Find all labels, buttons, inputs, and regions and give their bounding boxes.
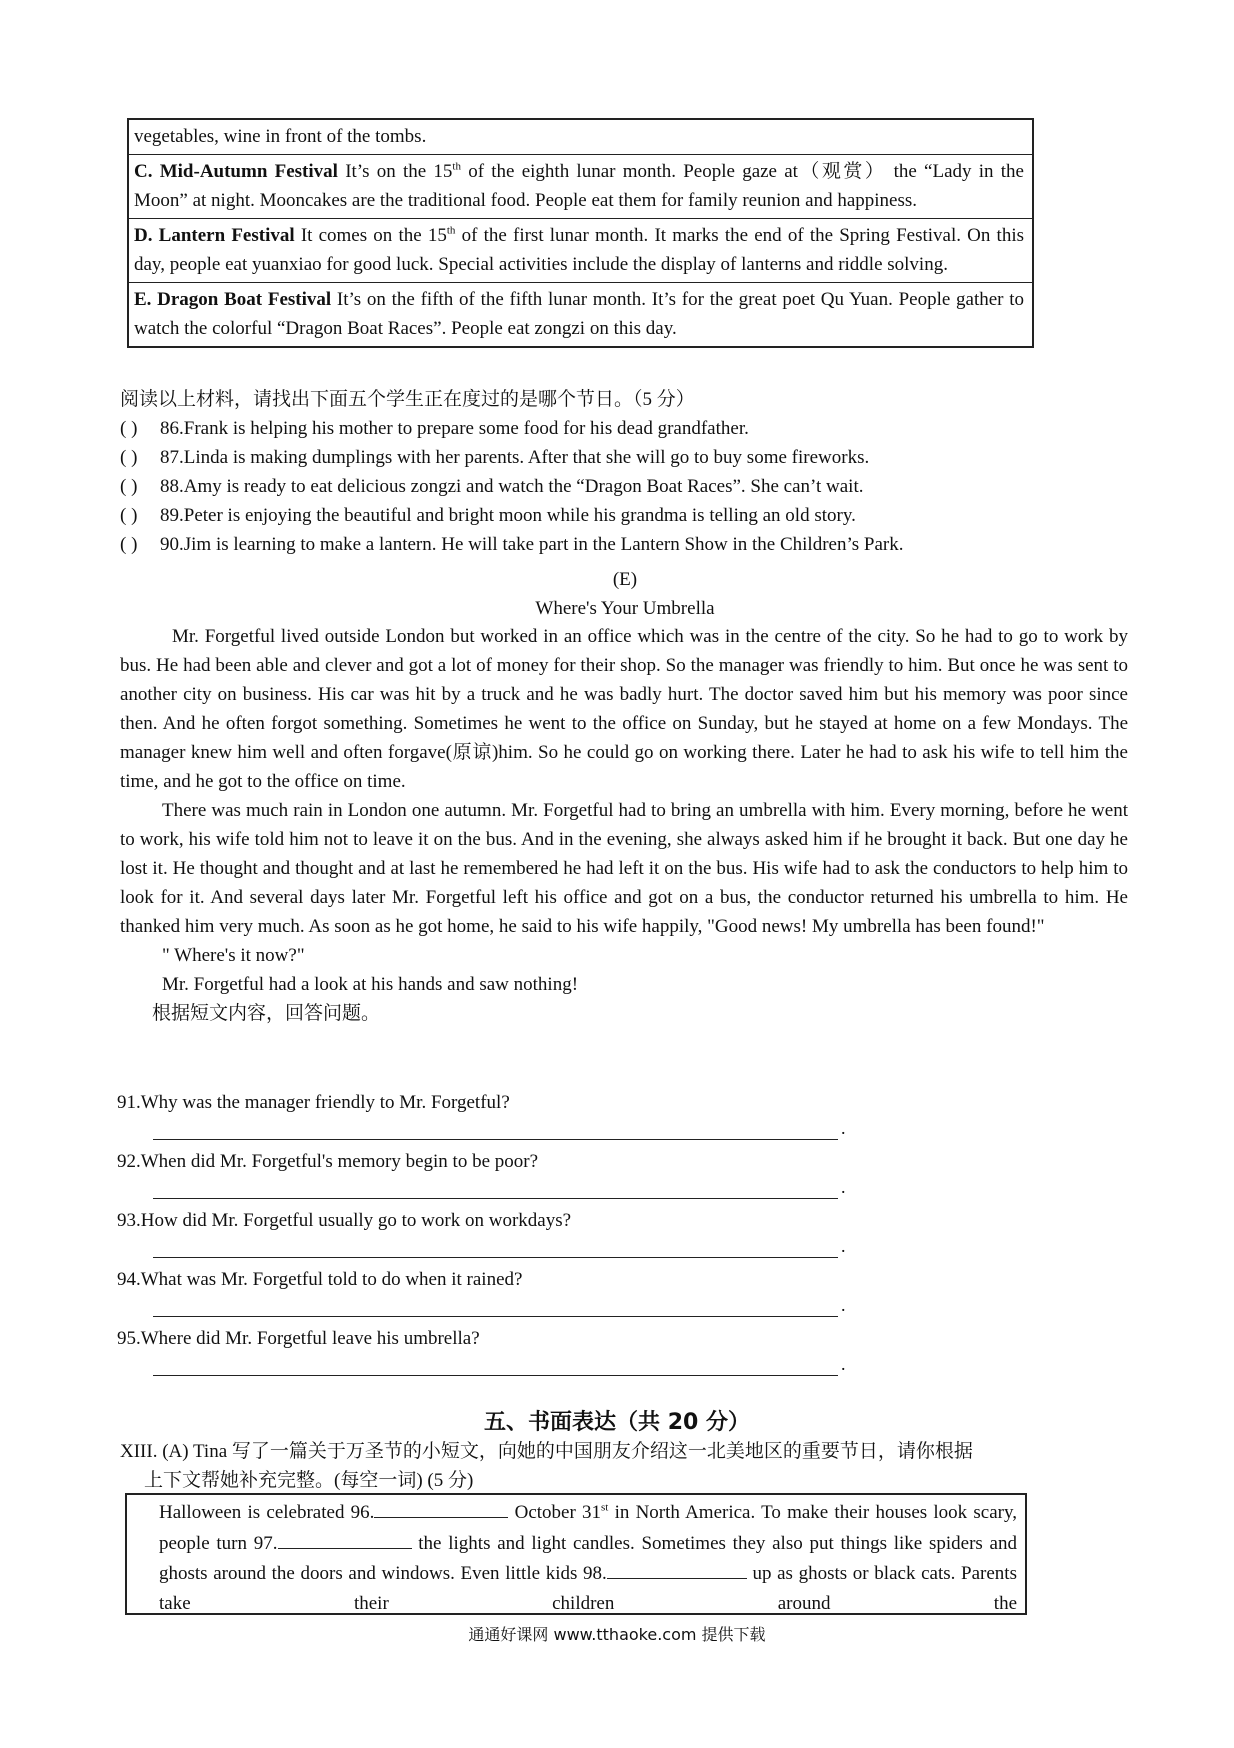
question-text: 91.Why was the manager friendly to Mr. Forgetful? [117, 1092, 510, 1113]
festival-c-sup: th [452, 160, 461, 173]
cloze-text-5: up as ghosts or black cats. Parents take their children around the [159, 1563, 1017, 1614]
festival-b-tail [129, 120, 1032, 154]
halloween-cloze-box [125, 1493, 1027, 1615]
section-title: 五、书面表达（共 20 分） [484, 1410, 750, 1435]
festival-d-name: D. Lantern Festival [134, 225, 295, 246]
question-text: 94.What was Mr. Forgetful told to do when it rained? [117, 1269, 523, 1290]
matching-item-text: 86.Frank is helping his mother to prepare some food for his dead grandfather. [160, 418, 749, 439]
festival-c-name: C. Mid-Autumn Festival [134, 161, 338, 182]
cloze-text-3: in North America. To make their houses look scary, people turn 97. [159, 1502, 1017, 1554]
matching-instruction: 阅读以上材料，请找出下面五个学生正在度过的是哪个节日。（5 分） [120, 389, 695, 410]
festival-c-text-1: It’s on the 15 [337, 161, 453, 182]
passage-label: (E) [612, 569, 638, 590]
blank-97[interactable] [278, 1528, 412, 1549]
answer-line[interactable] [153, 1257, 838, 1258]
answer-paren[interactable]: ( ) [120, 505, 138, 526]
answer-dot: . [841, 1177, 846, 1197]
matching-item [120, 501, 1130, 530]
festival-d-text-1: It comes on the 15 [294, 225, 447, 246]
answer-line[interactable] [153, 1375, 838, 1376]
halloween-cloze-text [127, 1495, 1025, 1615]
question-93 [117, 1206, 1017, 1256]
answer-paren[interactable]: ( ) [120, 476, 138, 497]
matching-item [120, 472, 1130, 501]
festival-d-text-2: of the first lunar month. It marks the end of the Spring Festival. On this day, people eat yuanxiao for good luck. Special activities include the display of lanterns and riddle solving. [134, 225, 1025, 275]
passage-paragraph-4: Mr. Forgetful had a look at his hands and saw nothing! [162, 974, 579, 995]
festival-c [129, 154, 1032, 218]
page-footer: 通通好课网 www.tthaoke.com 提供下载 [468, 1625, 766, 1644]
question-92 [117, 1147, 1017, 1197]
matching-item-text: 88.Amy is ready to eat delicious zongzi and watch the “Dragon Boat Races”. She can’t wait. [160, 476, 864, 497]
matching-section [120, 385, 1130, 559]
answer-paren[interactable]: ( ) [120, 418, 138, 439]
answer-paren[interactable]: ( ) [120, 447, 138, 468]
festival-d [129, 218, 1032, 282]
blank-98[interactable] [607, 1558, 747, 1579]
passage-paragraph-2: There was much rain in London one autumn. Mr. Forgetful had to bring an umbrella with him. Every morning, before he went to work, his wife told him not to leave it on the bus. And in the evening, she always asked him if he brought it back. But one day he lost it. He thought and thought and at last he remembered he had left it on the bus. His wife had to ask the conductors to help him to look for it. And several days later Mr. Forgetful left his office and got on a bus, the conductor returned his umbrella to him. He thanked him very much. As soon as he got home, he said to his wife happily, "Good news! My umbrella has been found!" [120, 800, 1128, 937]
passage-body [120, 622, 1128, 1028]
answer-paren[interactable]: ( ) [120, 534, 138, 555]
matching-item [120, 414, 1130, 443]
question-text: 95.Where did Mr. Forgetful leave his umbrella? [117, 1328, 480, 1349]
festival-b-text: vegetables, wine in front of the tombs. [134, 126, 427, 147]
xiii-instruction [120, 1437, 1130, 1495]
question-95 [117, 1324, 1017, 1374]
cloze-sup: st [601, 1501, 609, 1514]
blank-96[interactable] [374, 1497, 508, 1518]
matching-item-text: 89.Peter is enjoying the beautiful and bright moon while his grandma is telling an old story. [160, 505, 856, 526]
festival-e [129, 282, 1032, 346]
cloze-text-4: the lights and light candles. Sometimes they also put things like spiders and ghosts around the doors and windows. Even little kids 98. [159, 1532, 1017, 1584]
question-94 [117, 1265, 1017, 1315]
festival-d-sup: th [446, 224, 456, 237]
festival-c-text-2: of the eighth lunar month. People gaze at（观赏） the “Lady in the Moon” at night. Mooncakes are the traditional food. People eat them for family reunion and happiness. [134, 161, 1024, 211]
xiii-line-1: XIII. (A) Tina 写了一篇关于万圣节的小短文，向她的中国朋友介绍这一北美地区的重要节日，请你根据 [120, 1441, 973, 1462]
answer-line[interactable] [153, 1139, 838, 1140]
matching-item [120, 443, 1130, 472]
cloze-text-2: October 31 [508, 1502, 602, 1523]
answer-dot: . [841, 1295, 846, 1315]
question-91 [117, 1088, 1017, 1138]
question-text: 92.When did Mr. Forgetful's memory begin to be poor? [117, 1151, 539, 1172]
matching-item-text: 90.Jim is learning to make a lantern. He will take part in the Lantern Show in the Children’s Park. [160, 534, 904, 555]
festival-table [127, 118, 1034, 348]
answer-line[interactable] [153, 1198, 838, 1199]
answer-line[interactable] [153, 1316, 838, 1317]
answer-dot: . [841, 1354, 846, 1374]
passage-heading [120, 565, 1130, 623]
festival-e-text: It’s on the fifth of the fifth lunar month. It’s for the great poet Qu Yuan. People gather to watch the colorful “Dragon Boat Races”. People eat zongzi on this day. [134, 289, 1024, 339]
matching-item-text: 87.Linda is making dumplings with her parents. After that she will go to buy some fireworks. [160, 447, 870, 468]
xiii-line-2: 上下文帮她补充完整。(每空一词) (5 分) [144, 1470, 474, 1491]
passage-instruction: 根据短文内容，回答问题。 [152, 1003, 381, 1024]
question-text: 93.How did Mr. Forgetful usually go to work on workdays? [117, 1210, 572, 1231]
answer-dot: . [841, 1236, 846, 1256]
festival-e-name: E. Dragon Boat Festival [134, 289, 332, 310]
passage-paragraph-1: Mr. Forgetful lived outside London but worked in an office which was in the centre of the city. So he had to go to work by bus. He had been able and clever and got a lot of money for their shop. So the manager was friendly to him. But once he was sent to another city on business. His car was hit by a truck and he was badly hurt. The doctor saved him but his memory was poor since then. And he often forgot something. Sometimes he went to the office on Sunday, but he stayed at home on a few Mondays. The manager knew him well and often forgave(原谅)him. So he could go on working there. Later he had to ask his wife to tell him the time, and he got to the office on time. [120, 626, 1128, 792]
matching-item [120, 530, 1130, 559]
passage-title: Where's Your Umbrella [535, 598, 715, 619]
answer-dot: . [841, 1118, 846, 1138]
passage-paragraph-3: " Where's it now?" [162, 945, 305, 966]
cloze-text-1: Halloween is celebrated 96. [159, 1502, 375, 1523]
